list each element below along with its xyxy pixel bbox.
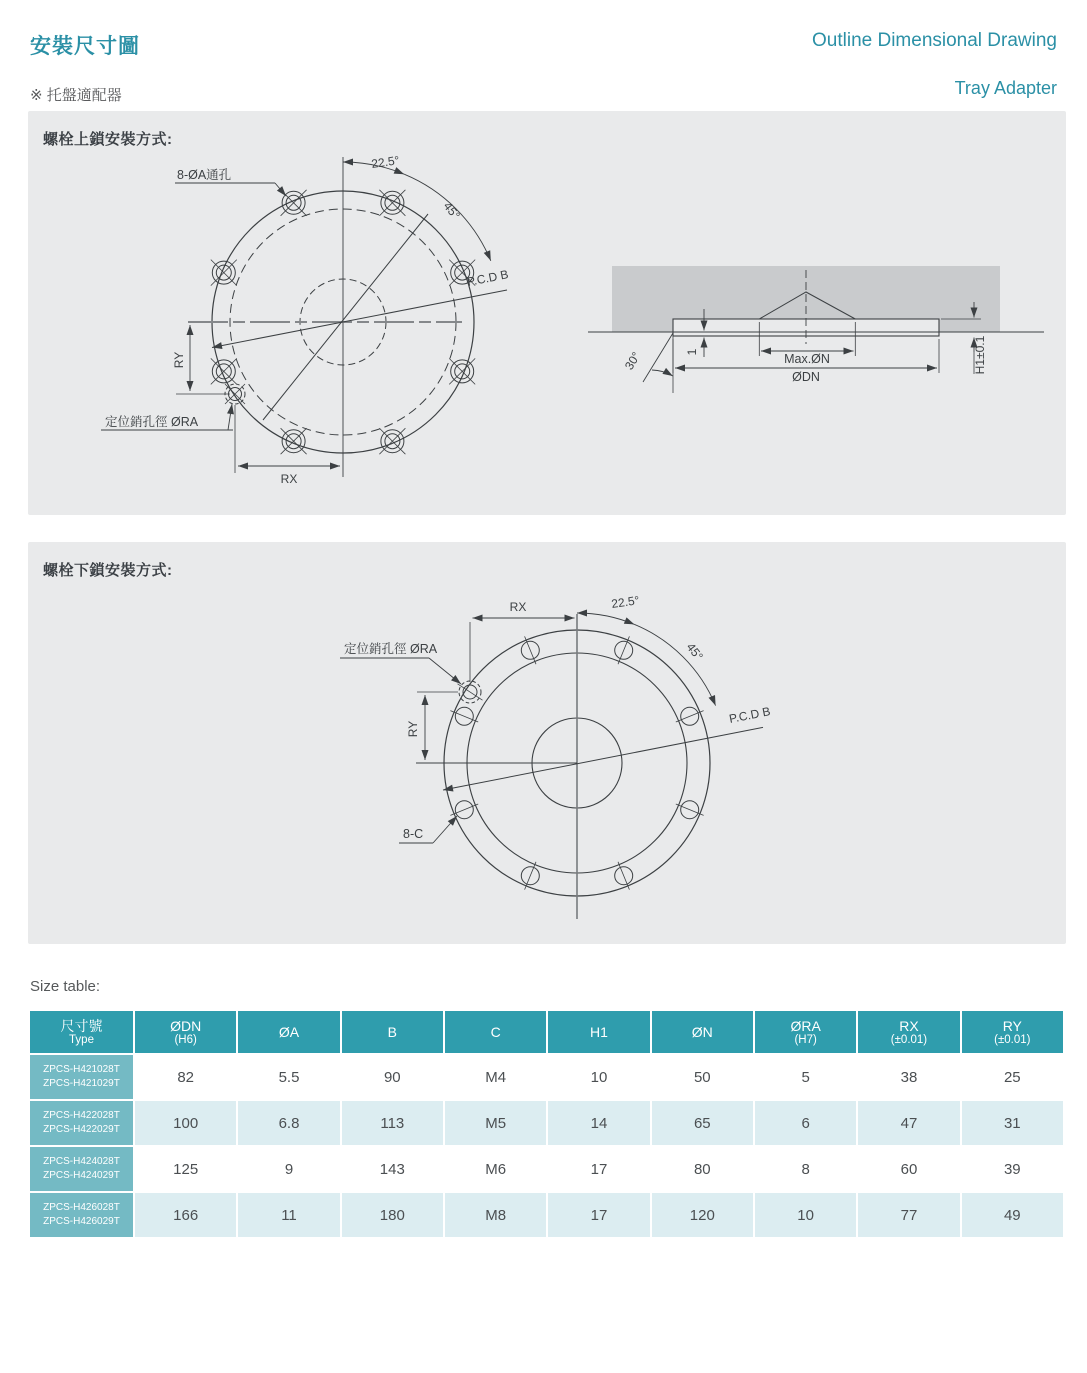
holes-label: 8-ØA通孔: [177, 168, 232, 182]
value-cell: 143: [342, 1147, 443, 1191]
table-row: [30, 1193, 1063, 1237]
table-row: [30, 1055, 1063, 1099]
value-cell: 80: [652, 1147, 753, 1191]
value-cell: 14: [548, 1101, 649, 1145]
column-header-2: ØA: [238, 1011, 339, 1053]
rx-label: RX: [509, 600, 527, 614]
value-cell: 6: [755, 1101, 856, 1145]
value-cell: 39: [962, 1147, 1063, 1191]
column-header-1: ØDN (H6): [135, 1011, 236, 1053]
value-cell: 60: [858, 1147, 959, 1191]
holes-label: 8-C: [403, 827, 424, 841]
type-cell: ZPCS-H426028T ZPCS-H426029T: [30, 1193, 133, 1237]
value-cell: 5.5: [238, 1055, 339, 1099]
value-cell: 10: [548, 1055, 649, 1099]
value-cell: 180: [342, 1193, 443, 1237]
type-cell: ZPCS-H424028T ZPCS-H424029T: [30, 1147, 133, 1191]
value-cell: 90: [342, 1055, 443, 1099]
value-cell: 49: [962, 1193, 1063, 1237]
size-table-label: Size table:: [30, 978, 101, 995]
value-cell: M4: [445, 1055, 546, 1099]
column-header-0: 尺寸號 Type: [30, 1011, 133, 1053]
value-cell: 47: [858, 1101, 959, 1145]
value-cell: 8: [755, 1147, 856, 1191]
ry-label: RY: [172, 351, 186, 369]
value-cell: M6: [445, 1147, 546, 1191]
value-cell: 166: [135, 1193, 236, 1237]
column-header-3: B: [342, 1011, 443, 1053]
page-subtitle-en: Tray Adapter: [954, 78, 1057, 98]
size-table: [28, 1009, 1065, 1239]
type-cell: ZPCS-H421028T ZPCS-H421029T: [30, 1055, 133, 1099]
value-cell: 17: [548, 1147, 649, 1191]
bottom-lock-drawing: [28, 542, 1066, 944]
header-left: [30, 30, 140, 105]
value-cell: 50: [652, 1055, 753, 1099]
value-cell: 125: [135, 1147, 236, 1191]
angle-45-label: 45°: [683, 640, 706, 664]
pcd-line: [443, 727, 763, 790]
angle-45-label: 45°: [440, 199, 463, 223]
panel-top-title: 螺栓上鎖安裝方式:: [43, 131, 173, 148]
max-n-label: Max.ØN: [784, 352, 830, 366]
value-cell: 31: [962, 1101, 1063, 1145]
value-cell: 5: [755, 1055, 856, 1099]
table-row: [30, 1147, 1063, 1191]
table-row: [30, 1101, 1063, 1145]
value-cell: 6.8: [238, 1101, 339, 1145]
page-header: [0, 0, 1087, 111]
pcd-label: P.C.D B: [727, 704, 772, 726]
page-subtitle-zh: ※ 托盤適配器: [30, 87, 122, 104]
protrusion-label: 1: [685, 348, 699, 356]
value-cell: 17: [548, 1193, 649, 1237]
dn-label: ØDN: [792, 370, 820, 384]
column-header-8: RX (±0.01): [858, 1011, 959, 1053]
column-header-7: ØRA (H7): [755, 1011, 856, 1053]
page-title-en: Outline Dimensional Drawing: [812, 30, 1057, 51]
type-cell: ZPCS-H422028T ZPCS-H422029T: [30, 1101, 133, 1145]
rx-label: RX: [280, 472, 298, 486]
angle-22-5-label: 22.5°: [610, 593, 641, 611]
column-header-9: RY (±0.01): [962, 1011, 1063, 1053]
page-title-zh: 安裝尺寸圖: [30, 35, 140, 58]
value-cell: 100: [135, 1101, 236, 1145]
column-header-5: H1: [548, 1011, 649, 1053]
panel-bottom-title: 螺栓下鎖安裝方式:: [43, 562, 173, 579]
column-header-6: ØN: [652, 1011, 753, 1053]
angle-22-5-label: 22.5°: [370, 153, 401, 171]
value-cell: 82: [135, 1055, 236, 1099]
value-cell: 113: [342, 1101, 443, 1145]
value-cell: 9: [238, 1147, 339, 1191]
chamfer-angle-label: 30°: [621, 349, 644, 373]
size-table-header-row: [30, 1011, 1063, 1053]
value-cell: M8: [445, 1193, 546, 1237]
h1-label: H1±0.1: [973, 335, 987, 375]
pcd-label: P.C.D B: [465, 267, 510, 289]
bolt-top-lock-panel: [28, 111, 1066, 515]
value-cell: 25: [962, 1055, 1063, 1099]
top-lock-drawing: [28, 111, 1066, 515]
pcd-line: [212, 290, 507, 348]
pin-label: 定位銷孔徑 ØRA: [105, 415, 199, 429]
column-header-4: C: [445, 1011, 546, 1053]
value-cell: M5: [445, 1101, 546, 1145]
value-cell: 120: [652, 1193, 753, 1237]
bolt-bottom-lock-panel: [28, 542, 1066, 944]
header-right: [812, 30, 1057, 99]
value-cell: 10: [755, 1193, 856, 1237]
value-cell: 11: [238, 1193, 339, 1237]
value-cell: 38: [858, 1055, 959, 1099]
value-cell: 77: [858, 1193, 959, 1237]
value-cell: 65: [652, 1101, 753, 1145]
ry-label: RY: [406, 720, 420, 738]
pin-label: 定位銷孔徑 ØRA: [344, 642, 438, 656]
